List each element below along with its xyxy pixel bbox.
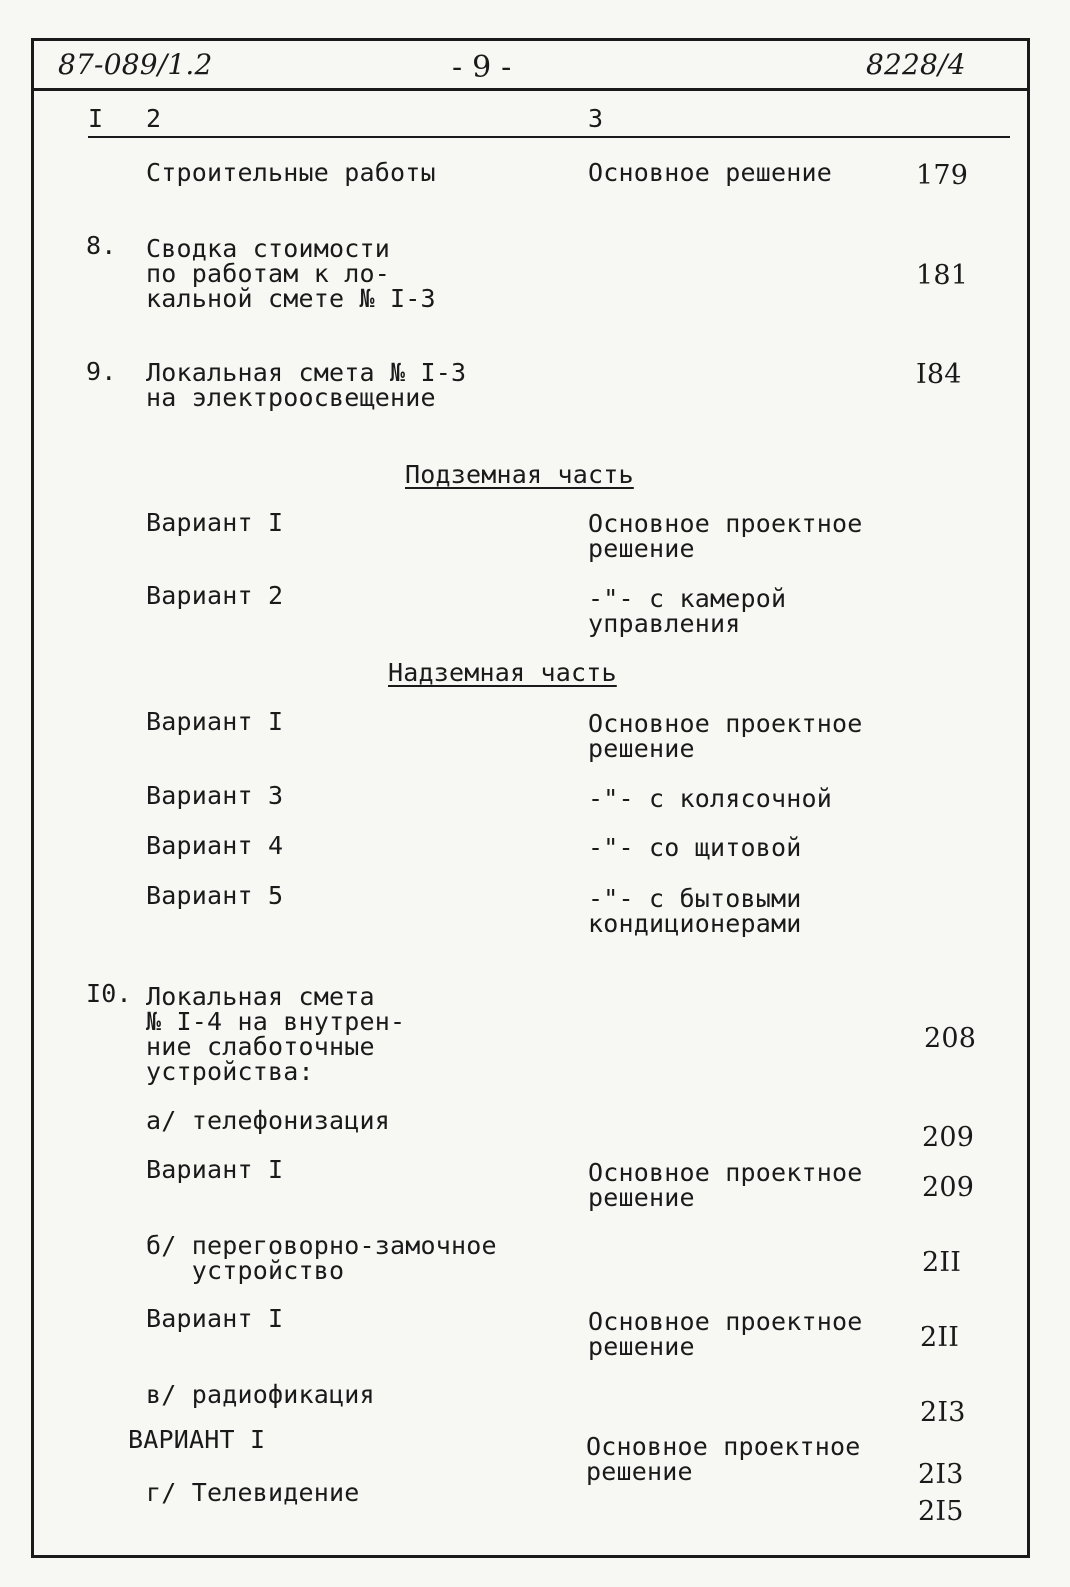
row-9-number: 9. bbox=[86, 357, 117, 386]
aboveground-variant-1-solution: Основное проектное решение bbox=[588, 709, 863, 763]
row-10-number: I0. bbox=[86, 979, 132, 1008]
aboveground-variant-1-label: Вариант I bbox=[146, 707, 284, 736]
sub-b-variant-1-label: Вариант I bbox=[146, 1304, 284, 1333]
sub-a-variant-1-page: 209 bbox=[922, 1172, 975, 1203]
row-8-desc: Сводка стоимости по работам к ло- кальной смете № I-3 bbox=[146, 234, 436, 313]
column-2-header: 2 bbox=[146, 104, 162, 133]
sub-c-variant-1-label: ВАРИАНТ I bbox=[128, 1425, 266, 1454]
column-1-header: I bbox=[88, 104, 104, 133]
sub-a-page: 209 bbox=[922, 1122, 975, 1153]
sub-c-page: 2I3 bbox=[920, 1397, 966, 1428]
aboveground-variant-5-solution: -"- с бытовыми кондиционерами bbox=[588, 884, 802, 938]
header-divider bbox=[31, 88, 1030, 91]
sub-b-page: 2II bbox=[922, 1247, 962, 1278]
document-code: 87-089/1.2 bbox=[58, 48, 213, 81]
underground-variant-1-label: Вариант I bbox=[146, 508, 284, 537]
aboveground-variant-4-label: Вариант 4 bbox=[146, 831, 284, 860]
row-9-desc: Локальная смета № I-3 на электроосвещение bbox=[146, 358, 467, 412]
sub-d-label: г/ Телевидение bbox=[146, 1478, 360, 1507]
aboveground-variant-3-solution: -"- с колясочной bbox=[588, 784, 833, 813]
aboveground-variant-4-solution: -"- со щитовой bbox=[588, 833, 802, 862]
section-aboveground-title: Надземная часть bbox=[388, 658, 617, 687]
section-underground-title: Подземная часть bbox=[405, 460, 634, 489]
sub-c-variant-1-page: 2I3 bbox=[918, 1459, 964, 1490]
column-3-header: 3 bbox=[588, 104, 604, 133]
underground-variant-1-solution: Основное проектное решение bbox=[588, 509, 863, 563]
sub-b-label: б/ переговорно-замочное устройство bbox=[146, 1231, 497, 1285]
sub-c-label: в/ радиофикация bbox=[146, 1380, 375, 1409]
row-construction-desc: Строительные работы bbox=[146, 158, 436, 187]
sub-c-variant-1-solution: Основное проектное решение bbox=[586, 1432, 861, 1486]
aboveground-variant-3-label: Вариант 3 bbox=[146, 781, 284, 810]
row-construction-solution: Основное решение bbox=[588, 158, 833, 187]
row-10-desc: Локальная смета № I-4 на внутрен- ние слаботочные устройства: bbox=[146, 982, 406, 1086]
aboveground-variant-5-label: Вариант 5 bbox=[146, 881, 284, 910]
sub-d-page: 2I5 bbox=[918, 1496, 964, 1527]
underground-variant-2-solution: -"- с камерой управления bbox=[588, 584, 787, 638]
row-9-page: I84 bbox=[916, 359, 962, 390]
row-10-page: 208 bbox=[924, 1023, 977, 1054]
row-8-number: 8. bbox=[86, 231, 117, 260]
page-number: - 9 - bbox=[452, 50, 512, 85]
sub-b-variant-1-solution: Основное проектное решение bbox=[588, 1307, 863, 1361]
column-header-divider bbox=[88, 136, 1010, 138]
row-8-page: 181 bbox=[916, 260, 969, 291]
sub-a-variant-1-solution: Основное проектное решение bbox=[588, 1158, 863, 1212]
row-construction-page: 179 bbox=[916, 160, 969, 191]
underground-variant-2-label: Вариант 2 bbox=[146, 581, 284, 610]
sheet-code: 8228/4 bbox=[866, 48, 966, 81]
sub-b-variant-1-page: 2II bbox=[920, 1322, 960, 1353]
sub-a-variant-1-label: Вариант I bbox=[146, 1155, 284, 1184]
sub-a-label: а/ телефонизация bbox=[146, 1106, 391, 1135]
